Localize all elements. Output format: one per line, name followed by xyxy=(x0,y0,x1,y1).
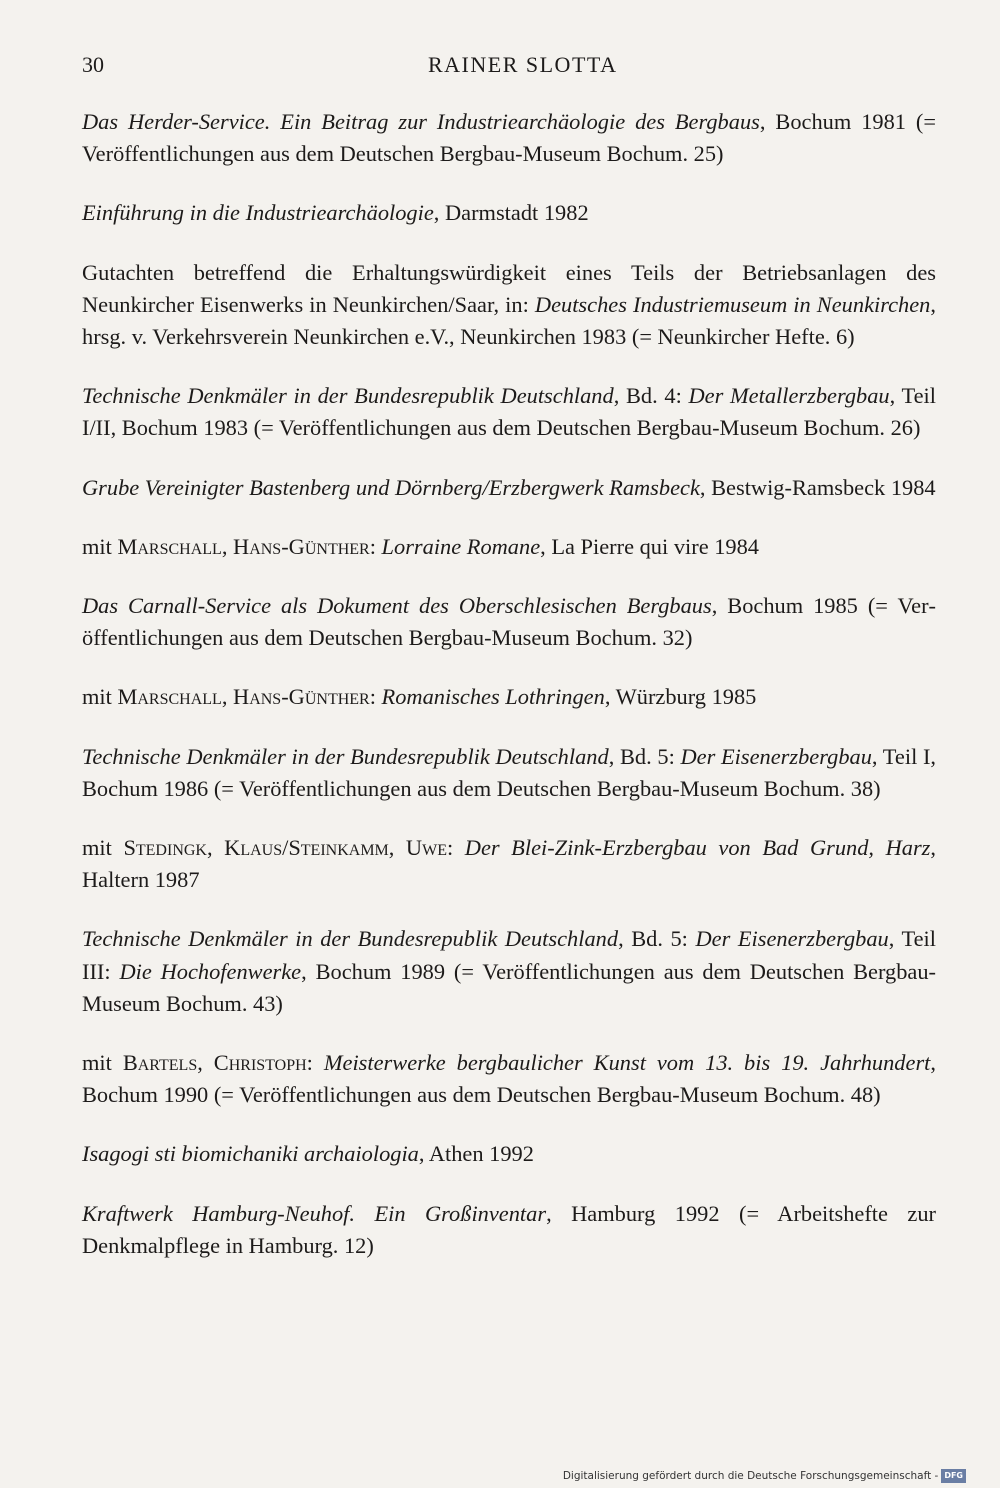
bibliography-entry xyxy=(82,531,936,563)
entry-text: , Athen 1992 xyxy=(418,1141,534,1167)
entry-text: , Darmstadt 1982 xyxy=(433,200,589,226)
entry-text: mit xyxy=(82,533,118,559)
entry-text: , Bestwig-Ramsbeck 1984 xyxy=(699,474,936,500)
entry-text: , Teil I, Bochum 1986 (= Veröffentlichungen aus dem Deutschen Bergbau-Museum Bochum. 38) xyxy=(82,743,937,801)
entry-author: Marschall, Hans-Günther xyxy=(117,684,370,710)
entry-text: , Bd. 4: xyxy=(613,383,689,409)
entry-text: mit xyxy=(82,835,124,861)
running-head: RAINER SLOTTA xyxy=(428,52,618,77)
entry-title: Lorraine Romane xyxy=(381,533,541,559)
entry-title: Einführung in die Industriearchäologie xyxy=(82,200,434,226)
entry-title: Die Hochofenwerke xyxy=(119,958,302,984)
entry-text: , Würzburg 1985 xyxy=(604,684,757,710)
entry-title: Der Blei-Zink-Erzbergbau von Bad Grund, Harz xyxy=(464,835,931,861)
bibliography-entry xyxy=(82,832,936,896)
bibliography-entry xyxy=(82,1198,936,1262)
entry-text: mit xyxy=(82,1050,123,1076)
entry-text: , La Pierre qui vire 1984 xyxy=(540,533,760,559)
entry-title: Der Eisenerzbergbau xyxy=(695,926,889,952)
entry-title: Deutsches Industriemuseum in Neunkirchen xyxy=(534,291,931,317)
bibliography-entry xyxy=(82,1047,936,1111)
entry-author: Bartels, Christoph xyxy=(122,1050,307,1076)
dfg-logo: DFG xyxy=(941,1469,966,1483)
entry-text: , Bochum 1989 (= Veröffentlichungen aus dem Deutschen Bergbau-Museum Bochum. 43) xyxy=(82,958,937,1016)
entry-text: , Bochum 1985 (= Veröffentlichungen aus dem Deutschen Bergbau-Museum Bochum. 32) xyxy=(82,593,936,651)
bibliography-entry xyxy=(82,1138,936,1170)
entry-text: , Teil III: xyxy=(82,926,936,984)
entry-title: Kraftwerk Hamburg-Neuhof. Ein Großinventar xyxy=(82,1200,547,1226)
entry-title: Technische Denkmäler in der Bundesrepublik Deutschland xyxy=(82,743,609,769)
entry-text: mit xyxy=(82,684,118,710)
page-number: 30 xyxy=(82,52,104,77)
entry-title: Das Carnall-Service als Dokument des Oberschlesischen Bergbaus xyxy=(82,593,712,619)
entry-title: Technische Denkmäler in der Bundesrepublik Deutschland xyxy=(82,926,619,952)
entry-title: Romanisches Lothringen xyxy=(381,684,605,710)
bibliography-entry xyxy=(82,197,936,229)
entry-title: Technische Denkmäler in der Bundesrepublik Deutschland xyxy=(82,383,614,409)
entry-text: , Bd. 5: xyxy=(608,743,681,769)
entry-text: , Bd. 5: xyxy=(618,926,696,952)
entry-text: , hrsg. v. Verkehrsverein Neunkirchen e.V., Neunkirchen 1983 (= Neunkircher Hefte. 6) xyxy=(82,291,936,350)
bibliography-entry xyxy=(82,923,936,1020)
bibliography-entry xyxy=(82,681,936,713)
entry-author: Marschall, Hans-Günther xyxy=(117,533,370,559)
digitization-footer xyxy=(563,1468,966,1484)
entry-text: : xyxy=(369,684,382,710)
entry-title: Isagogi sti biomichaniki archaiologia xyxy=(82,1141,419,1167)
bibliography-entry xyxy=(82,590,936,654)
entry-text: , Bochum 1981 (= Veröffentlichungen aus dem Deutschen Bergbau-Museum Bochum. 25) xyxy=(82,109,936,167)
entry-text: , Teil I/II, Bochum 1983 (= Veröffentlichungen aus dem Deutschen Bergbau-Museum Bochum. 26) xyxy=(82,383,936,441)
bibliography-list xyxy=(82,106,936,1289)
entry-title: Der Eisenerzbergbau xyxy=(680,743,872,769)
entry-text: , Haltern 1987 xyxy=(82,835,936,893)
entry-text: : xyxy=(446,835,465,861)
entry-author: Stedingk, Klaus/Steinkamm, Uwe xyxy=(123,835,447,861)
entry-text: , Bochum 1990 (= Veröffentlichungen aus dem Deutschen Bergbau-Museum Bochum. 48) xyxy=(82,1050,936,1108)
entry-text: Gutachten betreffend die Erhaltungswürdigkeit eines Teils der Betriebsanlagen des Neunkircher Eisenwerks in Neunkirchen/Saar, in: xyxy=(82,259,936,317)
entry-title: Grube Vereinigter Bastenberg und Dörnberg/Erzbergwerk Ramsbeck xyxy=(82,474,700,500)
bibliography-entry xyxy=(82,380,936,444)
page-header xyxy=(82,52,936,84)
bibliography-entry xyxy=(82,741,936,805)
footer-text: Digitalisierung gefördert durch die Deutsche Forschungsgemeinschaft - xyxy=(562,1470,939,1482)
bibliography-entry xyxy=(82,257,936,354)
entry-text: : xyxy=(306,1050,324,1076)
entry-title: Das Herder-Service. Ein Beitrag zur Industriearchäologie des Bergbaus xyxy=(82,109,760,134)
entry-text: : xyxy=(369,533,382,559)
entry-title: Meisterwerke bergbaulicher Kunst vom 13. bis 19. Jahrhundert xyxy=(323,1050,931,1076)
entry-text: , Hamburg 1992 (= Arbeitshefte zur Denkmalpflege in Hamburg. 12) xyxy=(82,1200,936,1258)
entry-title: Der Metallerzbergbau xyxy=(688,383,890,409)
bibliography-entry xyxy=(82,106,936,170)
bibliography-entry xyxy=(82,472,936,504)
